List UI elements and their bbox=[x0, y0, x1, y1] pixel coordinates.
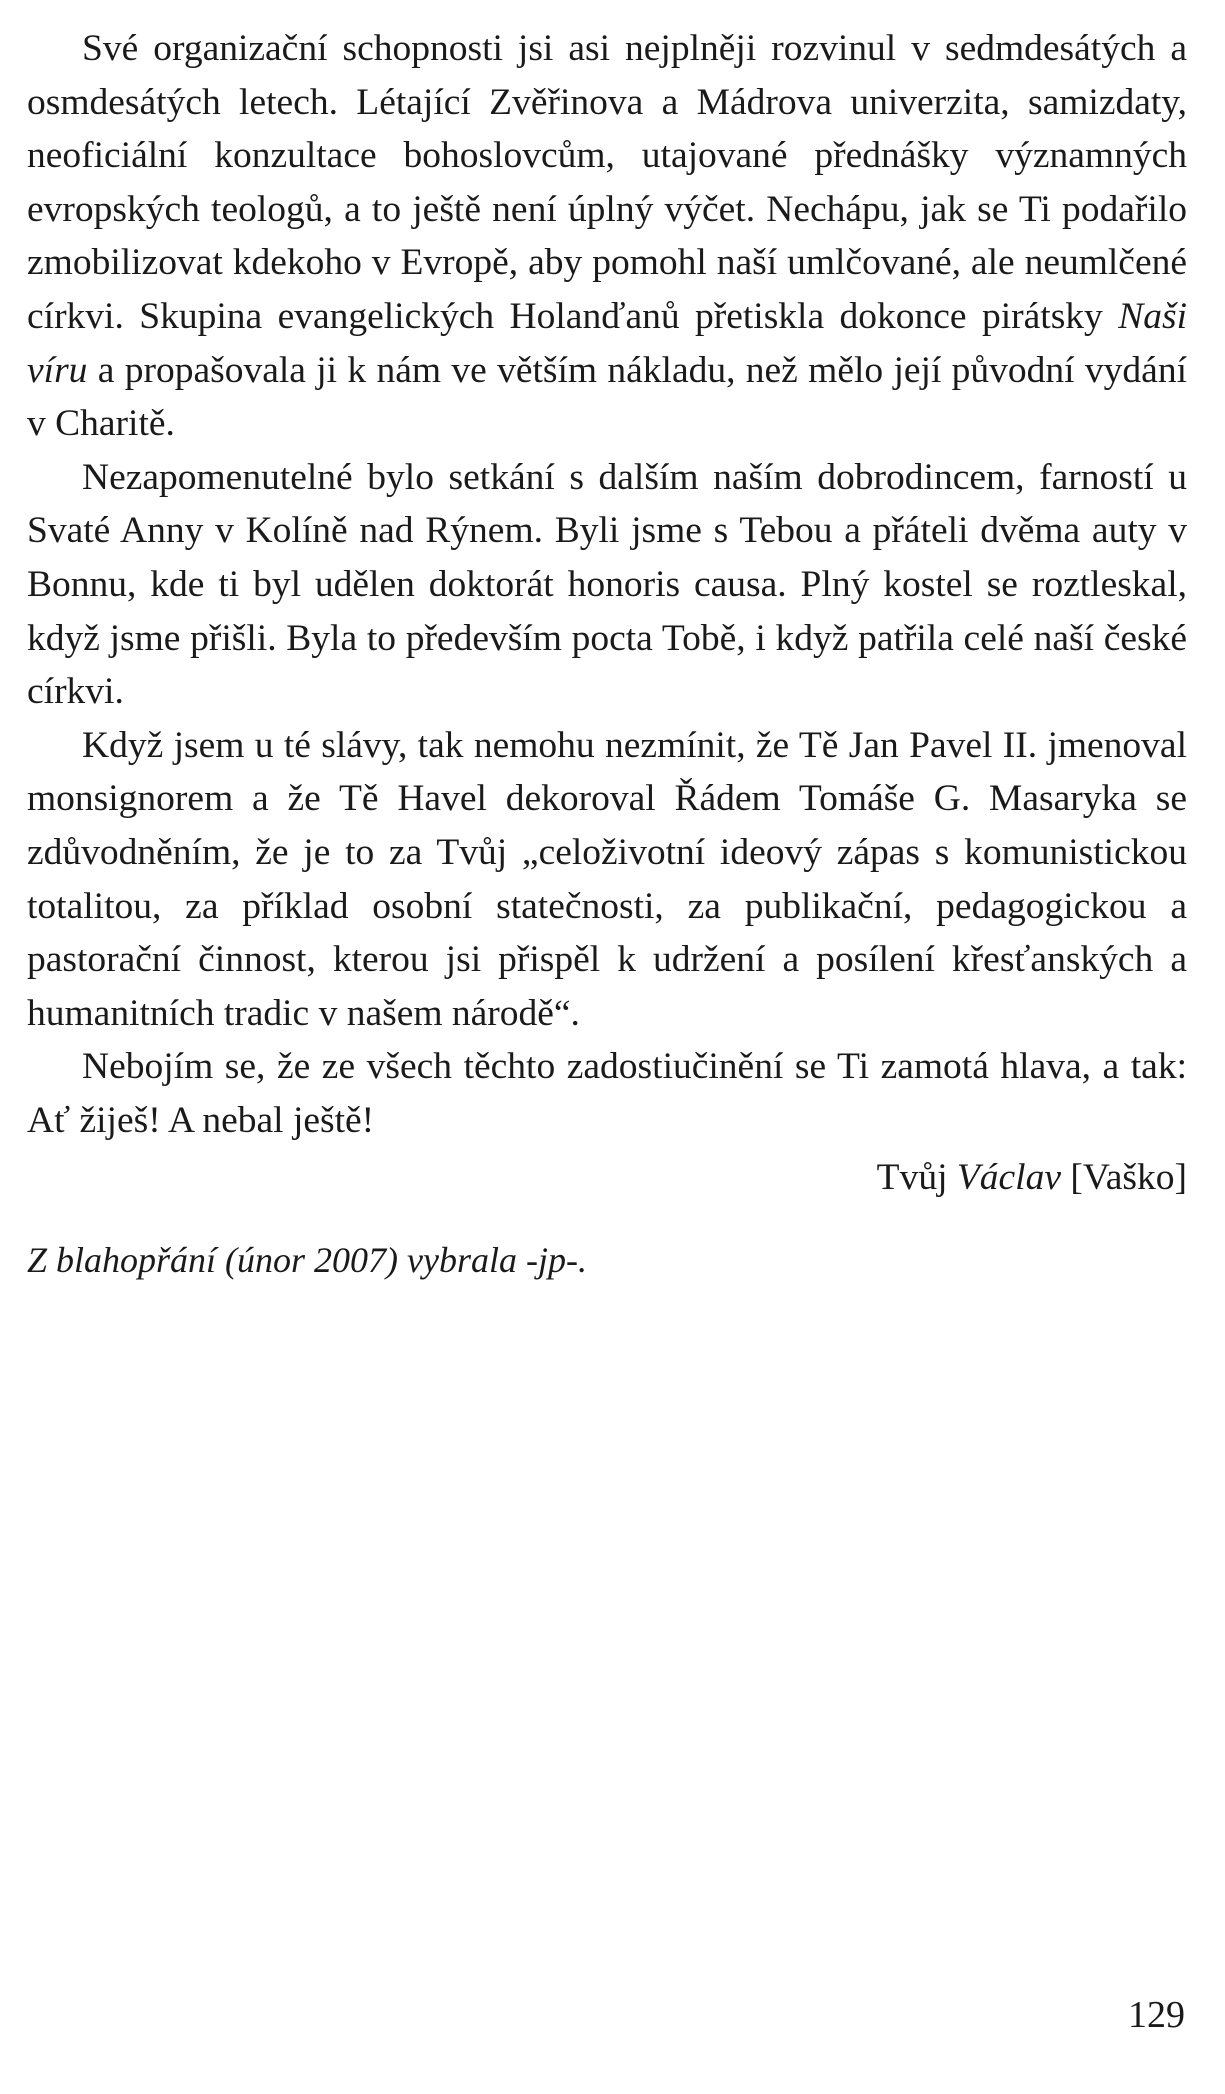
paragraph-1-text-end: a propašovala ji k nám ve větším nákladu, než mělo její původní vydání v Charitě. bbox=[27, 349, 1187, 445]
paragraph-2: Nezapomenutelné bylo setkání s dalším naším dobrodincem, farností u Svaté Anny v Kolíně nad Rýnem. Byli jsme s Tebou a přáteli dvěma auty v Bonnu, kde ti byl udělen doktorát honoris causa. Plný kostel se roztleskal, když jsme přišli. Byla to především pocta Tobě, i když patřila celé naší české církvi. bbox=[27, 456, 1187, 713]
paragraph-3: Když jsem u té slávy, tak nemohu nezmínit, že Tě Jan Pavel II. jmenoval monsignorem a že Tě Havel dekoroval Řádem Tomáše G. Masaryka se zdůvodněním, že je to za Tvůj „celoživotní ideový zápas s komunistickou totalitou, za příklad osobní statečnosti, za publikační, pedagogickou a pastorační činnost, kterou jsi přispěl k udržení a posílení křesťanských a humanitních tradic v našem národě“. bbox=[27, 724, 1187, 1034]
page-body bbox=[27, 22, 1187, 1285]
page-number: 129 bbox=[1128, 1994, 1185, 2036]
signature bbox=[27, 1151, 1187, 1205]
paragraph-4: Nebojím se, že ze všech těchto zadostiučinění se Ti zamotá hlava, a tak: Ať žiješ! A nebal ještě! bbox=[27, 1046, 1187, 1141]
credit-line: Z blahopřání (únor 2007) vybrala -jp-. bbox=[27, 1240, 587, 1281]
paragraph-1-text: Své organizační schopnosti jsi asi nejplněji rozvinul v sedmdesátých a osmdesátých letech. Létající Zvěřinova a Mádrova univerzita, samizdaty, neoficiální konzultace bohoslovcům, utajované přednášky významných evropských teologů, a to ještě není úplný výčet. Nechápu, jak se Ti podařilo zmobilizovat kdekoho v Evropě, aby pomohl naší umlčované, ale neumlčené církvi. Skupina evangelických Holanďanů přetiskla dokonce pirátsky bbox=[27, 28, 1187, 337]
paragraph-1 bbox=[27, 22, 1187, 451]
signature-name: Václav bbox=[956, 1157, 1061, 1199]
book-title-italic: Naši víru bbox=[27, 295, 1187, 391]
signature-suffix: [Vaško] bbox=[1060, 1157, 1187, 1199]
signature-prefix: Tvůj bbox=[876, 1157, 957, 1199]
